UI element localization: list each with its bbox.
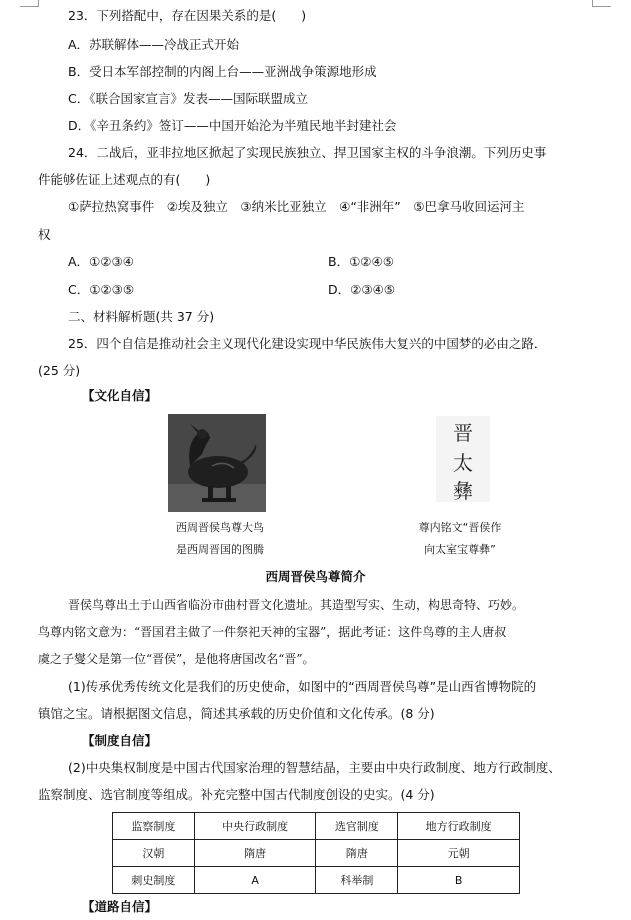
photo-caption-left-1: 西周晋侯鸟尊大鸟 [176, 521, 264, 534]
intro-title: 西周晋侯鸟尊简介 [265, 569, 366, 584]
intro-line-1: 晋侯鸟尊出土于山西省临汾市曲村晋文化遗址。其造型写实、生动，构思奇特、巧妙。 [68, 598, 525, 612]
q25-sub2-line2: 监察制度、选官制度等组成。补充完整中国古代制度创设的史实。(4 分) [38, 787, 435, 802]
table-cell: B [398, 867, 520, 894]
table-cell: 科举制 [316, 867, 398, 894]
q24-option-a: A．①②③④ [68, 254, 134, 269]
intro-line-2: 鸟尊内铭文意为：“晋国君主做了一件祭祀天神的宝器”，据此考证：这件鸟尊的主人唐叔 [38, 625, 507, 639]
table-row [113, 813, 520, 840]
photo-caption-right-2: 向太室宝尊彝” [424, 543, 496, 556]
system-confidence-heading: 【制度自信】 [82, 733, 158, 748]
q23-option-a: A．苏联解体——冷战正式开始 [68, 37, 240, 52]
q24-stem-line2: 件能够佐证上述观点的有( ) [38, 172, 211, 187]
q24-option-b: B．①②④⑤ [328, 254, 394, 269]
table-cell: 汉朝 [113, 840, 195, 867]
table-cell: 监察制度 [113, 813, 195, 840]
table-cell: 隋唐 [316, 840, 398, 867]
table-row [113, 867, 520, 894]
q24-option-d: D．②③④⑤ [328, 282, 395, 297]
table-cell: 地方行政制度 [398, 813, 520, 840]
q25-sub2-line1: (2)中央集权制度是中国古代国家治理的智慧结晶，主要由中央行政制度、地方行政制度、 [68, 760, 561, 775]
table-row [113, 840, 520, 867]
seal-text-row1: 晋 [453, 421, 473, 445]
q24-stem-line1: 24．二战后，亚非拉地区掀起了实现民族独立、捍卫国家主权的斗争浪潮。下列历史事 [68, 145, 547, 160]
seal-text-row2: 太 [453, 451, 473, 475]
table-cell: 元朝 [398, 840, 520, 867]
table-cell: 中央行政制度 [194, 813, 316, 840]
q23-option-b: B．受日本军部控制的内阁上台——亚洲战争策源地形成 [68, 64, 377, 79]
corner-mark-right [592, 0, 611, 7]
section-heading: 二、材料解析题(共 37 分) [68, 309, 215, 324]
road-confidence-heading: 【道路自信】 [82, 899, 158, 914]
inscription-rubbing-image [430, 412, 496, 508]
q23-stem: 23．下列搭配中，存在因果关系的是( ) [68, 8, 307, 23]
q23-option-c: C．《联合国家宣言》发表——国际联盟成立 [68, 91, 308, 106]
q25-sub1-line1: (1)传承优秀传统文化是我们的历史使命，如图中的“西周晋侯鸟尊”是山西省博物院的 [68, 679, 537, 694]
culture-confidence-heading: 【文化自信】 [82, 388, 158, 403]
table-cell: 隋唐 [194, 840, 316, 867]
q25-stem-line1: 25．四个自信是推动社会主义现代化建设实现中华民族伟大复兴的中国梦的必由之路． [68, 336, 547, 351]
seal-text-row3: 彝 [453, 479, 473, 503]
bird-zun-photo [168, 414, 266, 512]
photo-caption-left-2: 是西周晋国的图腾 [176, 543, 264, 556]
q25-stem-line2: (25 分) [38, 363, 81, 378]
q23-option-d: D．《辛丑条约》签订——中国开始沦为半殖民地半封建社会 [68, 118, 397, 133]
table-cell: A [194, 867, 316, 894]
table-cell: 选官制度 [316, 813, 398, 840]
photo-caption-right-1: 尊内铭文“晋侯作 [418, 521, 502, 534]
institution-table [112, 812, 520, 894]
q24-option-c: C．①②③⑤ [68, 282, 135, 297]
q24-items-line2: 权 [38, 227, 51, 242]
q24-items-line1: ①萨拉热窝事件 ②埃及独立 ③纳米比亚独立 ④“非洲年” ⑤巴拿马收回运河主 [68, 199, 525, 214]
table-cell: 刺史制度 [113, 867, 195, 894]
q25-sub1-line2: 镇馆之宝。请根据图文信息，简述其承载的历史价值和文化传承。(8 分) [38, 706, 435, 721]
intro-line-3: 虞之子燮父是第一位“晋侯”，是他将唐国改名“晋”。 [38, 652, 315, 666]
corner-mark-left [20, 0, 39, 7]
